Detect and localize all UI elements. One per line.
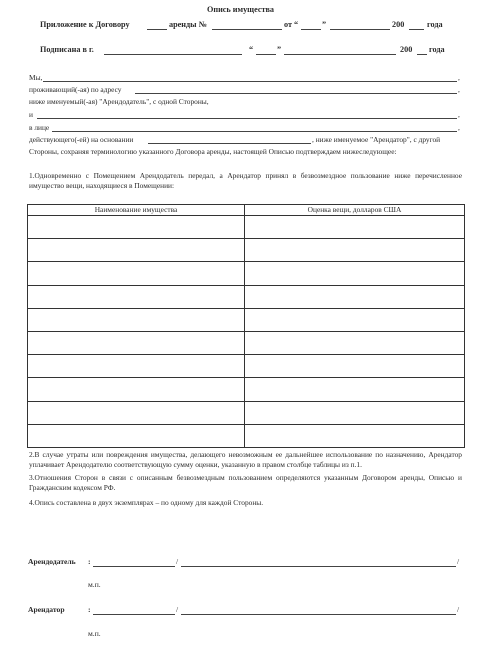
signed-month-blank <box>284 54 396 55</box>
landlord-slash-1: / <box>176 557 179 566</box>
signed-goda: года <box>429 45 445 54</box>
tenant-colon: : <box>88 605 91 614</box>
column-header-item-value: Оценка вещи, долларов США <box>245 205 465 216</box>
appendix-from-label: от “ <box>284 20 299 29</box>
preamble-person-blank <box>52 131 457 132</box>
tenant-slash-1: / <box>176 605 179 614</box>
preamble-line-7: Стороны, сохраняя терминологию указанного Договора аренды, настоящей Описью подтверждаем нижеследующее: <box>29 147 397 156</box>
appendix-year-label: 200 <box>392 20 405 29</box>
preamble-line-2: проживающий(-ая) по адресу <box>29 85 122 94</box>
item-name-cell <box>28 285 245 308</box>
preamble-name-blank <box>43 81 457 82</box>
landlord-label: Арендодатель <box>28 557 76 566</box>
signed-city-blank <box>104 54 242 55</box>
landlord-signature-blank <box>93 566 175 567</box>
preamble-line-6b: , ниже именуемое "Арендатор", с другой <box>312 135 441 144</box>
preamble-line-6a: действующего(-ей) на основании <box>29 135 134 144</box>
clause-3: 3.Отношения Сторон в связи с описанным безвозмездным пользованием определяются указанным Договором аренды, Описью и Гражданским кодексом РФ. <box>29 473 462 493</box>
landlord-name-blank <box>181 566 456 567</box>
table-row <box>28 239 465 262</box>
item-value-cell <box>245 262 465 285</box>
signed-label: Подписана в г. <box>40 45 94 54</box>
appendix-month-blank <box>330 29 390 30</box>
item-name-cell <box>28 308 245 331</box>
preamble-comma-2: , <box>458 85 460 94</box>
table-header-row <box>28 205 465 216</box>
tenant-label: Арендатор <box>28 605 65 614</box>
appendix-lease-label: аренды № <box>169 20 207 29</box>
tenant-name-blank <box>181 614 456 615</box>
preamble-address-blank <box>135 93 457 94</box>
item-name-cell <box>28 355 245 378</box>
item-value-cell <box>245 331 465 354</box>
tenant-signature-blank <box>93 614 175 615</box>
item-name-cell <box>28 239 245 262</box>
preamble-org-blank <box>37 118 457 119</box>
landlord-colon: : <box>88 557 91 566</box>
preamble-comma-3: , <box>458 110 460 119</box>
table-row <box>28 216 465 239</box>
signed-year-label: 200 <box>400 45 413 54</box>
appendix-number-blank-2 <box>212 29 282 30</box>
item-value-cell <box>245 216 465 239</box>
item-name-cell <box>28 262 245 285</box>
table-row <box>28 331 465 354</box>
item-value-cell <box>245 378 465 401</box>
inventory-table <box>27 204 465 448</box>
signed-year-blank <box>417 54 427 55</box>
item-name-cell <box>28 331 245 354</box>
item-value-cell <box>245 424 465 447</box>
appendix-prefix: Приложение к Договору <box>40 20 130 29</box>
item-value-cell <box>245 308 465 331</box>
preamble-line-4: и <box>29 110 33 119</box>
table-row <box>28 401 465 424</box>
signed-open-quote: “ <box>249 45 254 54</box>
column-header-item-name: Наименование имущества <box>28 205 245 216</box>
tenant-stamp-label: м.п. <box>88 629 101 638</box>
item-name-cell <box>28 216 245 239</box>
item-value-cell <box>245 239 465 262</box>
page-title: Опись имущества <box>206 5 275 14</box>
preamble-basis-blank <box>148 143 311 144</box>
table-row <box>28 378 465 401</box>
item-value-cell <box>245 355 465 378</box>
clause-4: 4.Опись составлена в двух экземплярах – по одному для каждой Стороны. <box>29 498 264 507</box>
table-row <box>28 262 465 285</box>
item-name-cell <box>28 401 245 424</box>
tenant-slash-2: / <box>457 605 460 614</box>
item-name-cell <box>28 378 245 401</box>
appendix-goda: года <box>427 20 443 29</box>
preamble-line-5: в лице <box>29 123 50 132</box>
landlord-slash-2: / <box>457 557 460 566</box>
clause-1: 1.Одновременно с Помещением Арендодатель передал, а Арендатор принял в безвозмездное пользование ниже перечисленное имущество вещи, находящиеся в Помещении: <box>29 171 462 191</box>
preamble-line-1: Мы, <box>29 73 43 82</box>
item-value-cell <box>245 401 465 424</box>
item-value-cell <box>245 285 465 308</box>
table-row <box>28 285 465 308</box>
table-row <box>28 424 465 447</box>
table-row <box>28 355 465 378</box>
appendix-day-blank <box>301 29 321 30</box>
appendix-quote-close: ” <box>322 20 327 29</box>
clause-2: 2.В случае утраты или повреждения имущества, делающего невозможным ее дальнейшее использование по назначению, Арендатор уплачивает Арендодателю соответствующую сумму оценки, указанную в правом столбце таблицы из п.1. <box>29 450 462 470</box>
item-name-cell <box>28 424 245 447</box>
preamble-comma-4: , <box>458 123 460 132</box>
table-row <box>28 308 465 331</box>
preamble-line-3: ниже именуемый(-ая) "Арендодатель", с одной Стороны, <box>29 97 209 106</box>
signed-close-quote: ” <box>277 45 282 54</box>
signed-day-blank <box>256 54 276 55</box>
appendix-year-blank <box>409 29 424 30</box>
preamble-comma-1: , <box>458 73 460 82</box>
appendix-number-blank-1 <box>147 29 167 30</box>
landlord-stamp-label: м.п. <box>88 580 101 589</box>
